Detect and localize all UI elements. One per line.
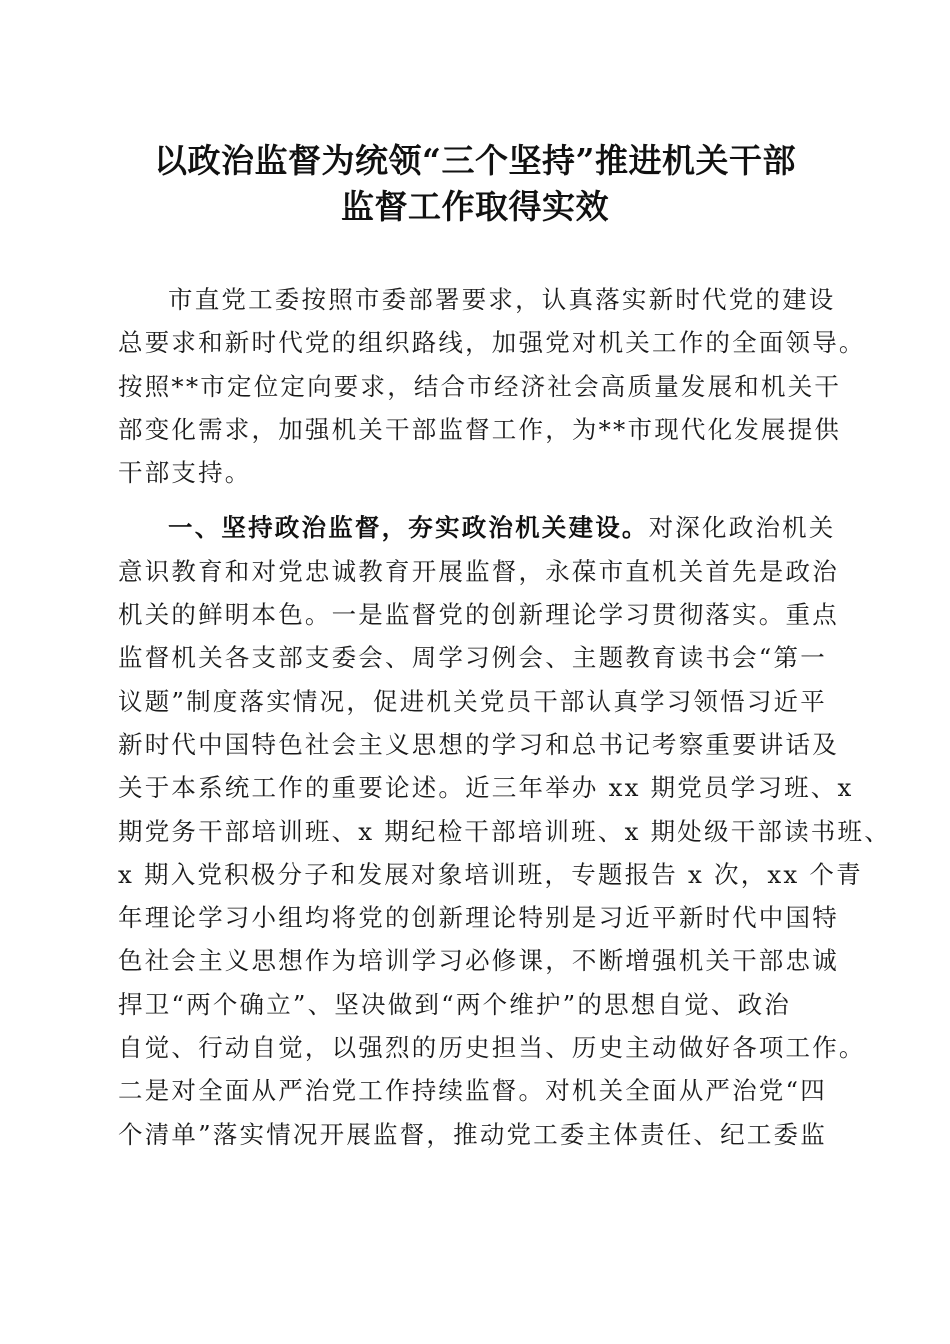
- section-1-line: 监督机关各支部支委会、周学习例会、主题教育读书会“第一: [118, 643, 827, 673]
- section-1-line: 年理论学习小组均将党的创新理论特别是习近平新时代中国特: [118, 903, 839, 933]
- intro-line: 部变化需求，加强机关干部监督工作，为**市现代化发展提供: [118, 414, 842, 444]
- section-1-line: 机关的鲜明本色。一是监督党的创新理论学习贯彻落实。重点: [118, 600, 839, 630]
- document-body: [118, 278, 891, 1156]
- section-1-line: 关于本系统工作的重要论述。近三年举办 xx 期党员学习班、x: [118, 773, 854, 803]
- section-1-line: 新时代中国特色社会主义思想的学习和总书记考察重要讲话及: [118, 729, 839, 759]
- title-line-2: 监督工作取得实效: [341, 187, 609, 226]
- intro-line: 市直党工委按照市委部署要求，认真落实新时代党的建设: [168, 285, 836, 314]
- title-line-1: 以政治监督为统领“三个坚持”推进机关干部: [154, 141, 796, 180]
- section-1-line: 捍卫“两个确立”、坚决做到“两个维护”的思想自觉、政治: [118, 989, 791, 1019]
- intro-paragraph: [118, 278, 866, 494]
- section-1-line: x 期入党积极分子和发展对象培训班，专题报告 x 次，xx 个青: [118, 859, 863, 889]
- intro-line: 按照**市定位定向要求，结合市经济社会高质量发展和机关干: [118, 371, 842, 401]
- section-1-heading: 一、坚持政治监督，夯实政治机关建设。: [168, 513, 649, 543]
- section-1-heading-rest: 对深化政治机关: [648, 513, 836, 543]
- section-1-line: 二是对全面从严治党工作持续监督。对机关全面从严治党“四: [118, 1076, 827, 1106]
- section-1-paragraph: [118, 506, 891, 1155]
- section-1-line: 意识教育和对党忠诚教育开展监督，永葆市直机关首先是政治: [118, 556, 839, 586]
- intro-line: 干部支持。: [118, 458, 252, 488]
- intro-line: 总要求和新时代党的组织路线，加强党对机关工作的全面领导。: [118, 328, 866, 358]
- section-1-line: 色社会主义思想作为培训学习必修课，不断增强机关干部忠诚: [118, 946, 839, 976]
- section-1-line: 议题”制度落实情况，促进机关党员干部认真学习领悟习近平: [118, 686, 827, 716]
- section-1-line: 期党务干部培训班、x 期纪检干部培训班、x 期处级干部读书班、: [118, 816, 891, 846]
- document-title: [100, 138, 850, 230]
- paragraph-gap: [118, 494, 840, 506]
- section-1-line: 个清单”落实情况开展监督，推动党工委主体责任、纪工委监: [118, 1119, 827, 1149]
- section-1-line: 自觉、行动自觉，以强烈的历史担当、历史主动做好各项工作。: [118, 1033, 866, 1063]
- section-1-first-line: [118, 506, 840, 549]
